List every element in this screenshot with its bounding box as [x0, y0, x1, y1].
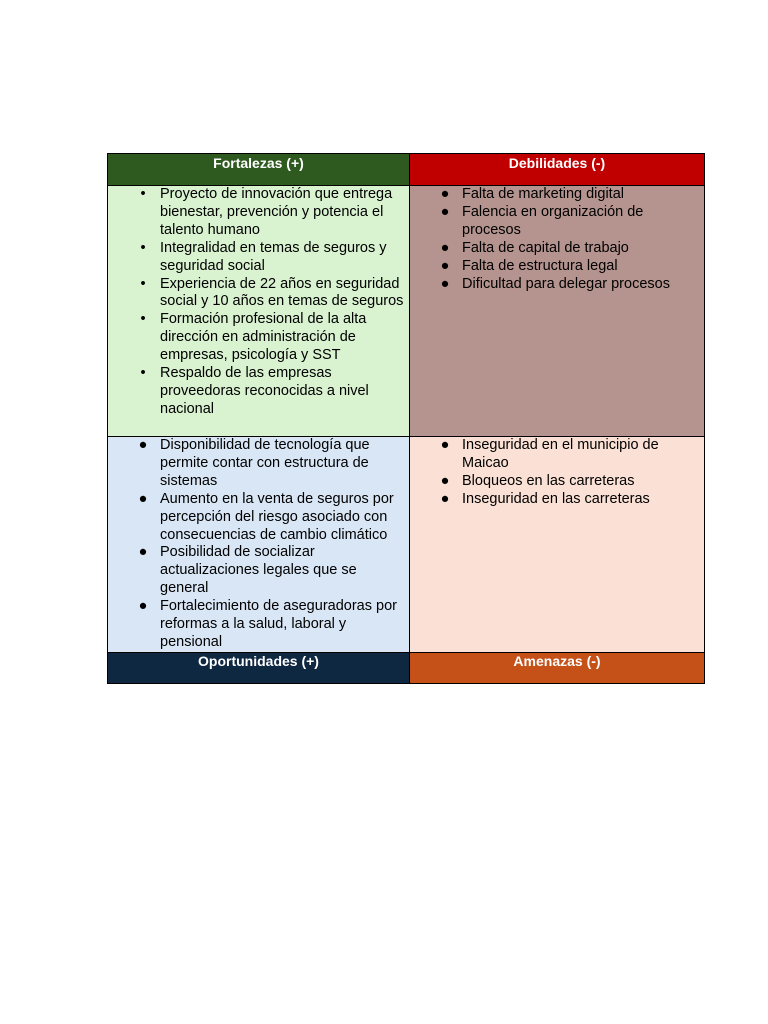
- amenazas-item: [410, 491, 704, 509]
- oportunidades-item: [108, 491, 409, 545]
- debilidades-item-text: Falencia en organización de procesos: [462, 203, 644, 238]
- bullet-icon: •: [140, 239, 146, 256]
- fortalezas-item: [108, 240, 409, 276]
- debilidades-cell: [410, 186, 705, 437]
- bullet-icon: ●: [440, 490, 450, 507]
- fortalezas-item: [108, 186, 409, 240]
- oportunidades-item-text: Posibilidad de socializar actualizaciones legales que se general: [160, 544, 357, 597]
- bullet-icon: ●: [440, 239, 450, 256]
- fortalezas-title: Fortalezas (+): [213, 155, 304, 171]
- fortalezas-list: [108, 186, 409, 419]
- fortalezas-item: [108, 276, 409, 312]
- oportunidades-title: Oportunidades (+): [198, 652, 319, 669]
- fortalezas-item: [108, 365, 409, 419]
- debilidades-item-text: Falta de estructura legal: [462, 257, 618, 274]
- bullet-icon: ●: [138, 598, 148, 615]
- fortalezas-item-text: Proyecto de innovación que entrega bienestar, prevención y potencia el talento humano: [160, 186, 393, 238]
- fortalezas-item-text: Formación profesional de la alta dirección en administración de empresas, psicología y SST: [160, 311, 367, 364]
- amenazas-cell: [410, 437, 705, 653]
- amenazas-item: [410, 437, 704, 473]
- oportunidades-footer: [108, 652, 410, 683]
- fortalezas-cell: [108, 186, 410, 437]
- bullet-icon: ●: [138, 437, 148, 453]
- debilidades-item-text: Falta de capital de trabajo: [462, 239, 629, 256]
- bullet-icon: ●: [440, 472, 450, 489]
- bullet-icon: •: [140, 311, 146, 328]
- bullet-icon: •: [140, 275, 146, 292]
- debilidades-item: [410, 276, 704, 294]
- bullet-icon: ●: [440, 203, 450, 220]
- fortalezas-item-text: Experiencia de 22 años en seguridad social y 10 años en temas de seguros: [160, 275, 404, 310]
- amenazas-item-text: Bloqueos en las carreteras: [462, 472, 635, 489]
- debilidades-item-text: Falta de marketing digital: [462, 186, 624, 202]
- amenazas-item-text: Inseguridad en las carreteras: [462, 490, 650, 507]
- oportunidades-item: [108, 437, 409, 491]
- debilidades-item-text: Dificultad para delegar procesos: [462, 275, 670, 292]
- fortalezas-item: [108, 311, 409, 365]
- oportunidades-cell: [108, 437, 410, 653]
- debilidades-header: [410, 154, 705, 186]
- bullet-icon: •: [140, 186, 146, 202]
- amenazas-item: [410, 473, 704, 491]
- debilidades-item: [410, 204, 704, 240]
- oportunidades-item-text: Fortalecimiento de aseguradoras por reformas a la salud, laboral y pensional: [160, 598, 397, 650]
- oportunidades-item-text: Aumento en la venta de seguros por percepción del riesgo asociado con consecuencias de cambio climático: [160, 490, 394, 543]
- amenazas-list: [410, 437, 704, 509]
- bullet-icon: ●: [440, 257, 450, 274]
- bullet-icon: ●: [440, 186, 450, 202]
- bullet-icon: •: [140, 365, 146, 382]
- debilidades-list: [410, 186, 704, 293]
- bullet-icon: ●: [440, 275, 450, 292]
- oportunidades-item: [108, 544, 409, 598]
- debilidades-item: [410, 186, 704, 204]
- bullet-icon: ●: [138, 544, 148, 561]
- debilidades-item: [410, 258, 704, 276]
- fortalezas-item-text: Integralidad en temas de seguros y seguridad social: [160, 239, 387, 274]
- amenazas-item-text: Inseguridad en el municipio de Maicao: [462, 437, 659, 471]
- oportunidades-item-text: Disponibilidad de tecnología que permite contar con estructura de sistemas: [160, 437, 370, 489]
- fortalezas-header: [108, 154, 410, 186]
- debilidades-title: Debilidades (-): [508, 155, 606, 171]
- oportunidades-list: [108, 437, 409, 652]
- amenazas-title: Amenazas (-): [513, 652, 601, 669]
- bullet-icon: ●: [138, 490, 148, 507]
- oportunidades-item: [108, 598, 409, 652]
- debilidades-item: [410, 240, 704, 258]
- fortalezas-item-text: Respaldo de las empresas proveedoras reconocidas a nivel nacional: [160, 365, 369, 417]
- bullet-icon: ●: [440, 437, 450, 453]
- amenazas-footer: [410, 652, 705, 683]
- swot-table: [107, 153, 705, 684]
